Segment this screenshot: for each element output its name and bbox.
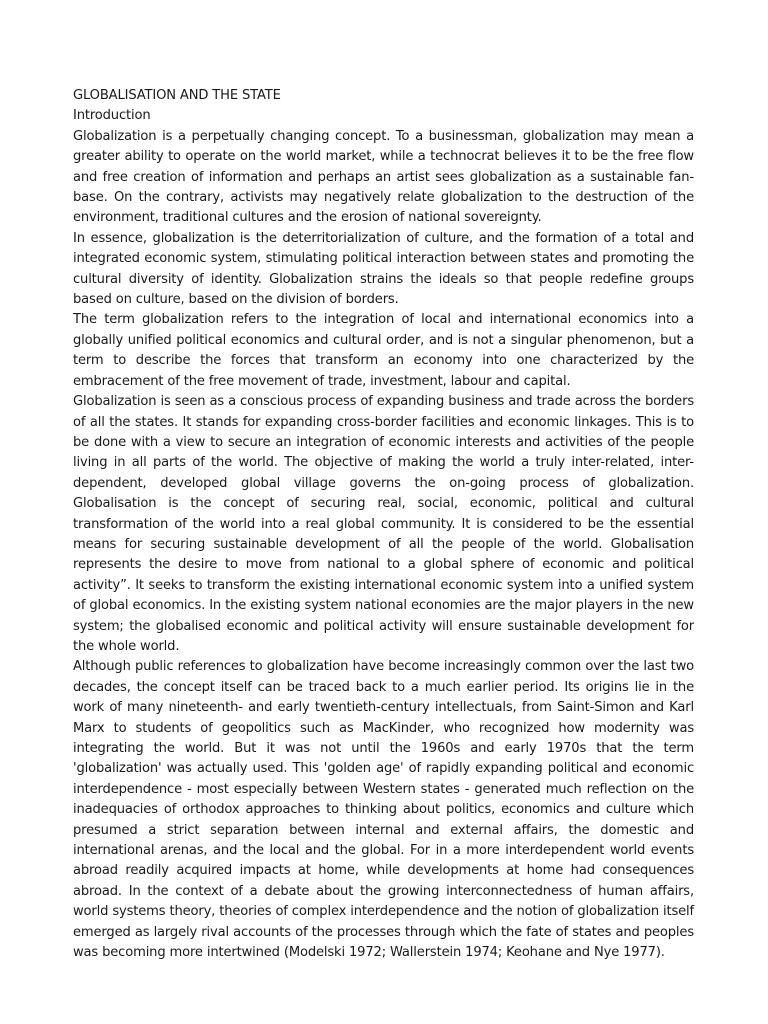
section-heading-introduction: Introduction [73, 108, 151, 124]
paragraph-2: In essence, globalization is the deterritorialization of culture, and the formation of a total and integrated economic system, stimulating political interaction between states and promoting the cultural diversity of identity. Globalization strains the ideals so that people redefine groups based on culture, based on the division of borders. [73, 230, 694, 308]
document-page [73, 86, 694, 963]
paragraph-1: Globalization is a perpetually changing concept. To a businessman, globalization may mean a greater ability to operate on the world market, while a technocrat believes it to be the free flow and free creation of information and perhaps an artist sees globalization as a sustainable fan-base. On the contrary, activists may negatively relate globalization to the destruction of the environment, traditional cultures and the erosion of national sovereignty. [73, 128, 694, 226]
paragraph-3: The term globalization refers to the integration of local and international economics into a globally unified political economics and cultural order, and is not a singular phenomenon, but a term to describe the forces that transform an economy into one characterized by the embracement of the free movement of trade, investment, labour and capital. [73, 312, 694, 389]
paragraph-4: Globalization is seen as a conscious process of expanding business and trade across the borders of all the states. It stands for expanding cross-border facilities and economic linkages. This is to be done with a view to secure an integration of economic interests and activities of the people living in all parts of the world. The objective of making the world a truly inter-related, inter-dependent, developed global village governs the on-going process of globalization. Globalisation is the concept of securing real, social, economic, political and cultural transformation of the world into a real global community. It is considered to be the essential means for securing sustainable development of all the people of the world. Globalisation represents the desire to move from national to a global sphere of economic and political activity”. It seeks to transform the existing international economic system into a unified system of global economics. In the existing system national economies are the major players in the new system; the globalised economic and political activity will ensure sustainable development for the whole world. [73, 394, 694, 654]
document-title: GLOBALISATION AND THE STATE [73, 88, 281, 103]
paragraph-5: Although public references to globalization have become increasingly common over the last two decades, the concept itself can be traced back to a much earlier period. Its origins lie in the work of many nineteenth- and early twentieth-century intellectuals, from Saint-Simon and Karl Marx to students of geopolitics such as MacKinder, who recognized how modernity was integrating the world. But it was not until the 1960s and early 1970s that the term 'globalization' was actually used. This 'golden age' of rapidly expanding political and economic interdependence - most especially between Western states - generated much reflection on the inadequacies of orthodox approaches to thinking about politics, economics and culture which presumed a strict separation between internal and external affairs, the domestic and international arenas, and the local and the global. For in a more interdependent world events abroad readily acquired impacts at home, while developments at home had consequences abroad. In the context of a debate about the growing interconnectedness of human affairs, world systems theory, theories of complex interdependence and the notion of globalization itself emerged as largely rival accounts of the processes through which the fate of states and peoples was becoming more intertwined (Modelski 1972; Wallerstein 1974; Keohane and Nye 1977). [73, 659, 694, 961]
